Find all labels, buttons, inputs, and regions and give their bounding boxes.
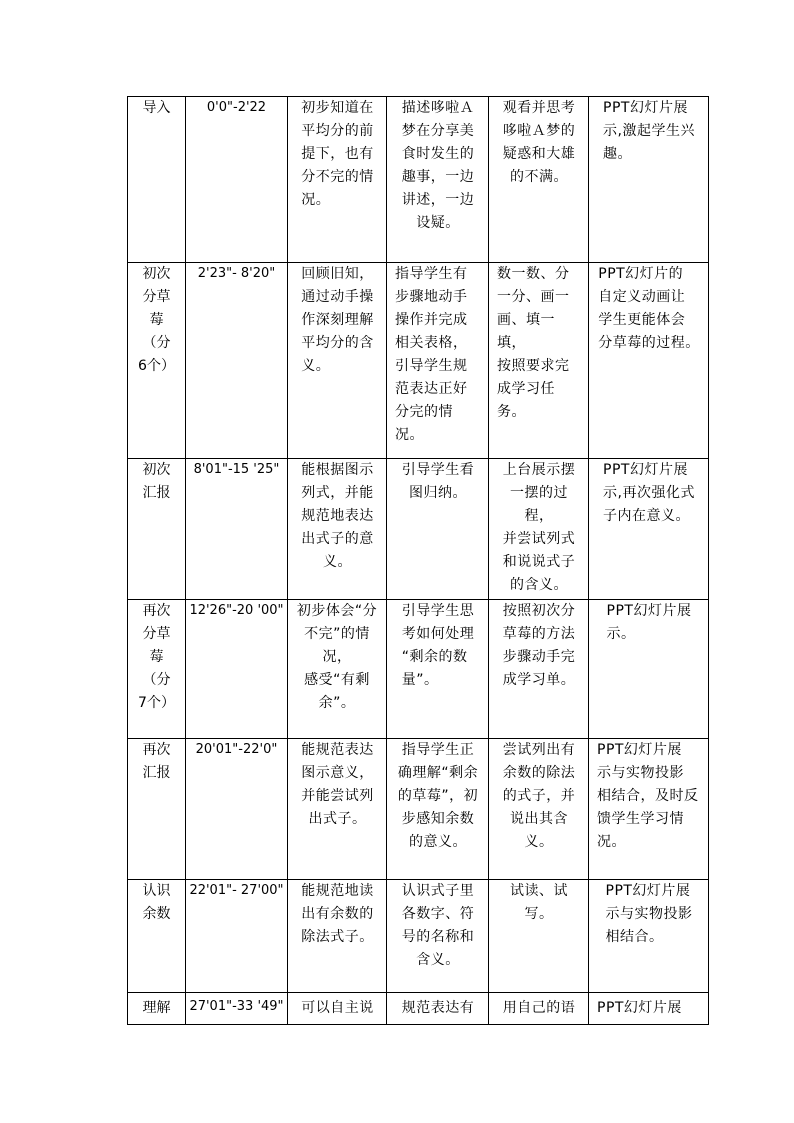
media-cell: PPT幻灯片的 自定义动画让 学生更能体会 分草莓的过程。 — [598, 266, 700, 351]
teacher-activity-cell: 描述哆啦Ａ 梦在分享美 食时发生的 趣事，一边 讲述，一边 设疑。 — [401, 100, 475, 231]
teacher-activity-cell: 指导学生正 确理解“剩余 的草莓”，初 步感知余数 的意义。 — [397, 742, 479, 850]
teacher-activity-cell: 引导学生看 图归纳。 — [401, 462, 475, 501]
time-cell: 22'01"- 27'00" — [189, 883, 284, 898]
time-cell: 0'0"-2'22 — [206, 100, 267, 115]
goal-cell: 能规范地读 出有余数的 除法式子。 — [301, 883, 374, 945]
teacher-activity-cell: 规范表达有 — [401, 1000, 475, 1016]
time-cell: 2'23"- 8'20" — [197, 266, 276, 281]
goal-cell: 初步知道在 平均分的前 提下，也有 分不完的情 况。 — [301, 100, 374, 208]
time-cell: 20'01"-22'0" — [195, 742, 278, 757]
table-row — [128, 263, 709, 459]
table-row — [128, 97, 709, 263]
table-row — [128, 600, 709, 739]
time-cell: 27'01"-33 '49" — [189, 999, 284, 1014]
table-row — [128, 459, 709, 600]
time-cell: 12'26"-20 '00" — [189, 603, 284, 618]
media-cell: PPT幻灯片展 示,再次强化式 子内在意义。 — [603, 462, 695, 524]
student-activity-cell: 尝试列出有 余数的除法 的式子，并 说出其含义。 — [502, 742, 576, 850]
student-activity-cell: 观看并思考 哆啦Ａ梦的 疑惑和大雄 的不满。 — [502, 100, 576, 185]
media-cell: PPT幻灯片展 示与实物投影 相结合，及时反 馈学生学习情 况。 — [597, 742, 699, 850]
media-cell: PPT幻灯片展 示与实物投影 相结合。 — [605, 883, 693, 945]
media-cell: PPT幻灯片展 — [597, 1000, 682, 1016]
table-row — [128, 993, 709, 1025]
teacher-activity-cell: 认识式子里 各数字、符 号的名称和 含义。 — [401, 883, 475, 968]
media-cell: PPT幻灯片展 示。 — [606, 603, 692, 642]
teacher-activity-cell: 引导学生思 考如何处理 “剩余的数 量”。 — [401, 603, 475, 688]
goal-cell: 能根据图示 列式，并能 规范地表达 出式子的意 义。 — [301, 462, 374, 570]
stage-cell: 初次 分草 莓 （分 6个） — [138, 266, 175, 374]
student-activity-cell: 试读、试写。 — [510, 883, 568, 922]
goal-cell: 回顾旧知， 通过动手操 作深刻理解 平均分的含 义。 — [301, 266, 374, 374]
student-activity-cell: 数一数、分 一分、画一 画、填一填， 按照要求完 成学习任务。 — [497, 266, 570, 420]
stage-cell: 再次 汇报 — [142, 742, 171, 781]
goal-cell: 能规范表达 图示意义， 并能尝试列 出式子。 — [301, 742, 374, 827]
goal-cell: 初步体会“分 不完”的情况， 感受“有剩 余”。 — [296, 603, 378, 711]
time-cell: 8'01"-15 '25" — [193, 462, 280, 477]
stage-cell: 理解 — [142, 1000, 171, 1016]
student-activity-cell: 上台展示摆 一摆的过程， 并尝试列式 和说说式子 的含义。 — [502, 462, 576, 593]
student-activity-cell: 用自己的语 — [502, 1000, 576, 1016]
stage-cell: 初次 汇报 — [142, 462, 171, 501]
table-row — [128, 739, 709, 880]
stage-cell: 导入 — [142, 100, 171, 116]
lesson-plan-table — [127, 96, 709, 1025]
media-cell: PPT幻灯片展 示,激起学生兴 趣。 — [603, 100, 695, 162]
student-activity-cell: 按照初次分 草莓的方法 步骤动手完 成学习单。 — [502, 603, 576, 688]
stage-cell: 再次 分草 莓 （分 7个） — [138, 603, 175, 711]
table-row — [128, 880, 709, 993]
goal-cell: 可以自主说 — [301, 1000, 374, 1016]
stage-cell: 认识 余数 — [142, 883, 171, 922]
teacher-activity-cell: 指导学生有 步骤地动手 操作并完成 相关表格， 引导学生规 范表达正好 分完的情况。 — [395, 266, 468, 443]
